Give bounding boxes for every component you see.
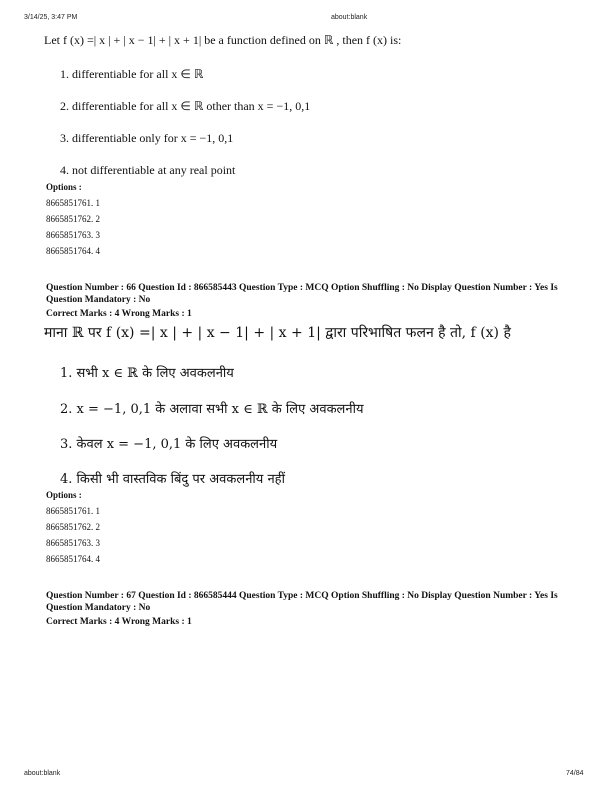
question-66-option-2: 2. x = −1, 0,1 के अलावा सभी x ∈ ℝ के लिए अवकलनीय	[60, 402, 364, 417]
question-65-option-4: 4. not differentiable at any real point	[60, 163, 236, 177]
question-65-option-id-1: 8665851761. 1	[46, 198, 100, 208]
question-65-stem: Let f (x) =| x | + | x − 1| + | x + 1| be a function defined on ℝ , then f (x) is:	[44, 33, 402, 47]
question-66-option-3: 3. केवल x = −1, 0,1 के लिए अवकलनीय	[60, 437, 278, 452]
question-66-meta: Question Number : 66 Question Id : 866585443 Question Type : MCQ Option Shuffling : No Display Question Number : Yes Is Question Mandatory : No	[46, 283, 558, 305]
question-66-marks: Correct Marks : 4 Wrong Marks : 1	[46, 309, 192, 319]
question-65-option-id-2: 8665851762. 2	[46, 214, 100, 224]
print-page-title: about:blank	[331, 14, 368, 21]
question-66-option-id-1: 8665851761. 1	[46, 506, 100, 516]
question-65-options-label: Options :	[46, 182, 82, 192]
question-66-option-id-3: 8665851763. 3	[46, 538, 100, 548]
question-67-marks: Correct Marks : 4 Wrong Marks : 1	[46, 617, 192, 627]
question-66-options-label: Options :	[46, 490, 82, 500]
question-66-option-1: 1. सभी x ∈ ℝ के लिए अवकलनीय	[60, 366, 234, 381]
question-65-option-id-3: 8665851763. 3	[46, 230, 100, 240]
print-datetime: 3/14/25, 3:47 PM	[24, 14, 78, 21]
question-66-option-4: 4. किसी भी वास्तविक बिंदु पर अवकलनीय नहीं	[60, 472, 285, 487]
print-page-number: 74/84	[566, 770, 584, 777]
question-66-option-id-4: 8665851764. 4	[46, 554, 100, 564]
question-65-option-3: 3. differentiable only for x = −1, 0,1	[60, 131, 234, 145]
question-65-option-1: 1. differentiable for all x ∈ ℝ	[60, 67, 204, 81]
question-66-stem: माना ℝ पर f (x) =| x | + | x − 1| + | x + 1| द्वारा परिभाषित फलन है तो, f (x) है	[44, 325, 511, 341]
question-67-meta: Question Number : 67 Question Id : 866585444 Question Type : MCQ Option Shuffling : No Display Question Number : Yes Is Question Mandatory : No	[46, 591, 558, 613]
question-66-option-id-2: 8665851762. 2	[46, 522, 100, 532]
print-footer-url: about:blank	[24, 770, 61, 777]
question-65-option-id-4: 8665851764. 4	[46, 246, 100, 256]
question-65-option-2: 2. differentiable for all x ∈ ℝ other than x = −1, 0,1	[60, 99, 311, 113]
